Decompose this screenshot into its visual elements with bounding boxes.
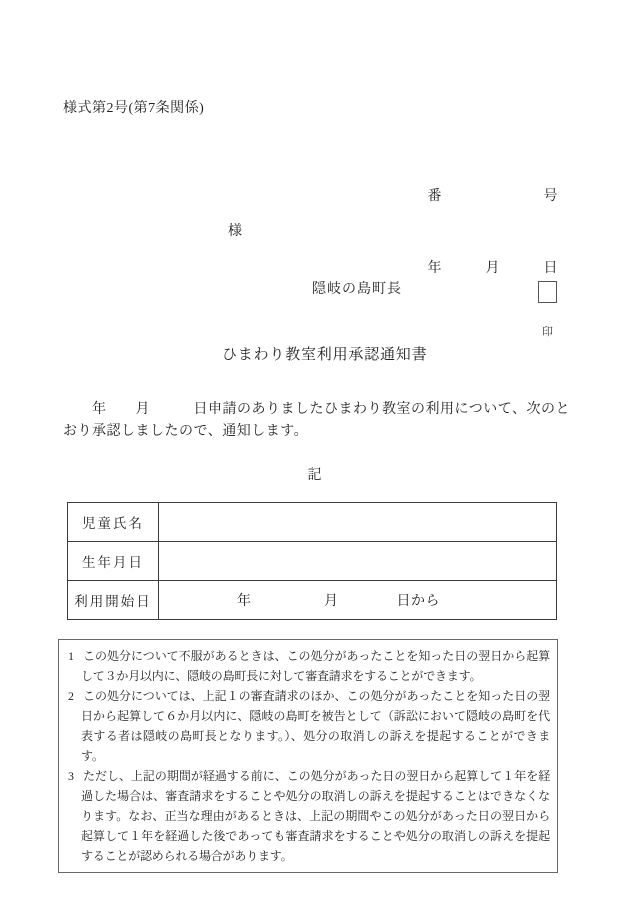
document-number-line: 番 号: [427, 189, 558, 204]
birthdate-value: [159, 542, 557, 581]
notice-item-1: [68, 646, 550, 686]
start-date-label: 利用開始日: [68, 581, 159, 620]
notice-item-3-text: ただし、上記の期間が経過する前に、この処分があった日の翌日から起算して１年を経過した場合は、審査請求をすることや処分の取消しの訴えを提起することはできなくなります。なお、正当な理由があるときは、上記の期間やこの処分があった日の翌日から起算して１年を経過した後であっても審査請求をすることや処分の取消しの訴えを提起することが認められる場合があります。: [81, 769, 550, 863]
notice-item-3: [68, 766, 550, 866]
form-number: 様式第2号(第7条関係): [63, 101, 205, 116]
document-date-line: 年 月 日: [427, 261, 558, 276]
birthdate-label: 生年月日: [68, 542, 159, 581]
start-date-value: 年 月 日から: [159, 581, 557, 620]
record-marker: 記: [307, 468, 323, 483]
notice-item-1-number: 1: [68, 649, 74, 663]
child-name-label: 児童氏名: [68, 503, 159, 542]
seal-box: [538, 281, 557, 338]
issuer-title: 隠岐の島町長: [312, 282, 402, 297]
notice-item-3-number: 3: [68, 769, 74, 783]
table-row-birthdate: [68, 542, 557, 581]
page-title: ひまわり教室利用承認通知書: [222, 347, 428, 363]
table-row-child-name: [68, 503, 557, 542]
details-table: [67, 502, 557, 620]
addressee-honorific: 様: [228, 224, 242, 239]
body-paragraph: 年 月 日申請のありましたひまわり教室の利用について、次のとおり承認しましたので、通知します。: [63, 402, 570, 439]
notice-item-2-text: この処分については、上記１の審査請求のほか、この処分があったことを知った日の翌日から起算して６か月以内に、隠岐の島町を被告として（訴訟において隠岐の島町を代表する者は隠岐の島町長となります。）、処分の取消しの訴えを提起することができます。: [81, 689, 550, 763]
appeal-notice-box: [58, 639, 558, 873]
seal-label: 印: [542, 326, 553, 338]
notice-item-1-text: この処分について不服があるときは、この処分があったことを知った日の翌日から起算して３か月以内に、隠岐の島町長に対して審査請求をすることができます。: [81, 649, 550, 683]
child-name-value: [159, 503, 557, 542]
notice-item-2: [68, 686, 550, 766]
notice-item-2-number: 2: [68, 689, 74, 703]
table-row-start-date: [68, 581, 557, 620]
